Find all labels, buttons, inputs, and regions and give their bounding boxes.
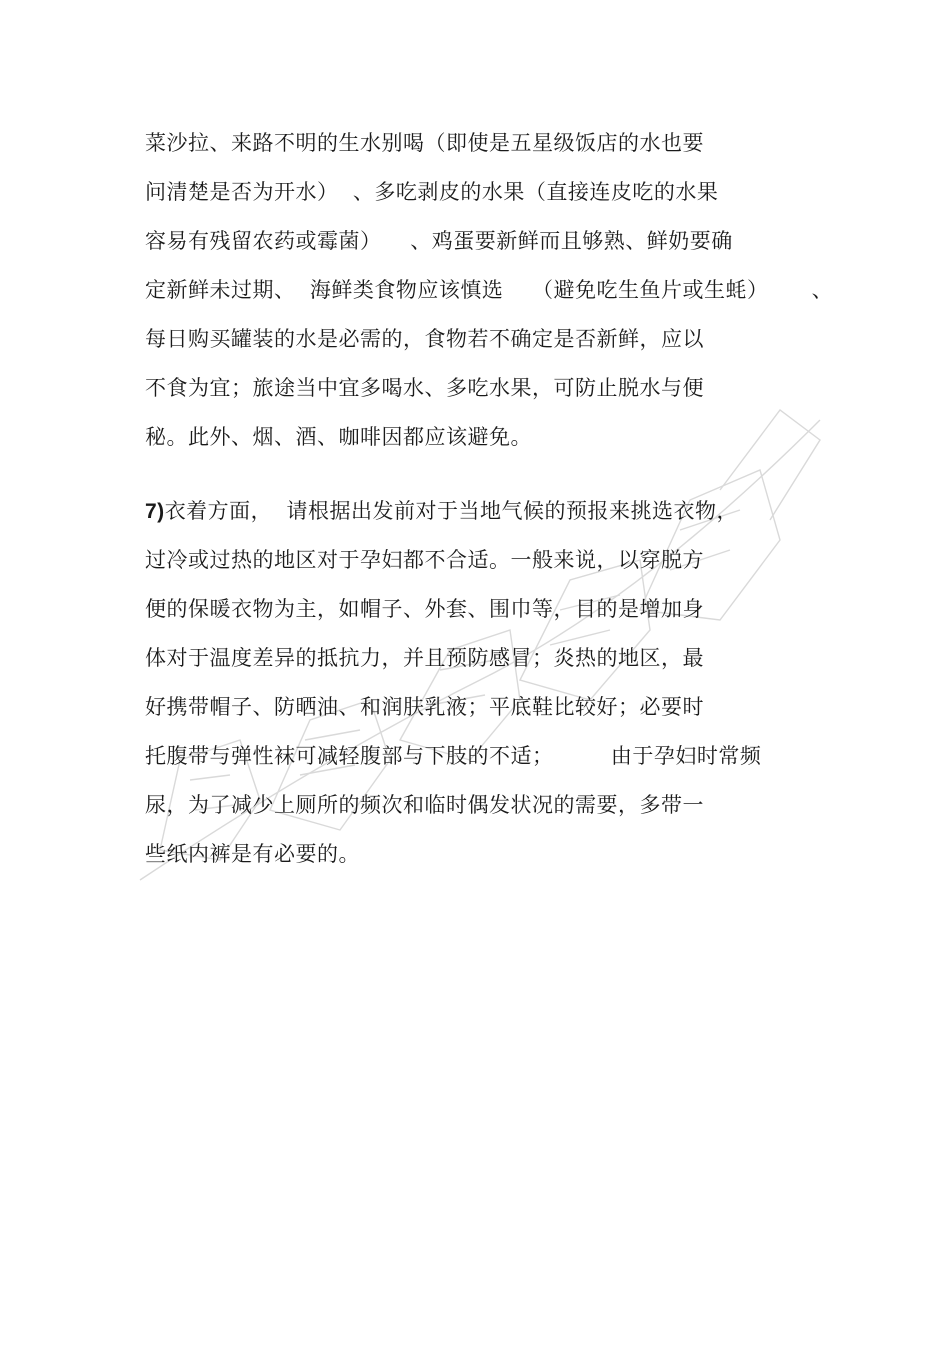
paragraph-clothing xyxy=(145,487,845,879)
text-line: 过冷或过热的地区对于孕妇都不合适。一般来说，以穿脱方 xyxy=(145,548,704,572)
text-line xyxy=(145,487,845,536)
text-line: 容易有残留农药或霉菌） 、鸡蛋要新鲜而且够熟、鲜奶要确 xyxy=(145,229,733,253)
text-line: 秘。此外、烟、酒、咖啡因都应该避免。 xyxy=(145,425,532,449)
text-line: 每日购买罐装的水是必需的，食物若不确定是否新鲜，应以 xyxy=(145,327,704,351)
text-line-content: 衣着方面， 请根据出发前对于当地气候的预报来挑选衣物， xyxy=(164,499,739,523)
text-line: 菜沙拉、来路不明的生水别喝（即使是五星级饭店的水也要 xyxy=(145,131,704,155)
text-line: 便的保暖衣物为主，如帽子、外套、围巾等，目的是增加身 xyxy=(145,597,704,621)
paragraph-diet xyxy=(145,119,845,462)
item-number: 7) xyxy=(145,500,165,523)
text-line: 好携带帽子、防晒油、和润肤乳液；平底鞋比较好；必要时 xyxy=(145,695,704,719)
text-line: 托腹带与弹性袜可减轻腹部与下肢的不适； 由于孕妇时常频 xyxy=(145,744,762,768)
text-line: 不食为宜；旅途当中宜多喝水、多吃水果，可防止脱水与便 xyxy=(145,376,704,400)
text-line: 体对于温度差异的抵抗力，并且预防感冒；炎热的地区，最 xyxy=(145,646,704,670)
text-line: 问清楚是否为开水） 、多吃剥皮的水果（直接连皮吃的水果 xyxy=(145,180,719,204)
text-line: 定新鲜未过期、 海鲜类食物应该慎选 （避免吃生鱼片或生蚝） 、 xyxy=(145,278,834,302)
text-line: 些纸内裤是有必要的。 xyxy=(145,842,360,866)
text-line: 尿，为了减少上厕所的频次和临时偶发状况的需要，多带一 xyxy=(145,793,704,817)
